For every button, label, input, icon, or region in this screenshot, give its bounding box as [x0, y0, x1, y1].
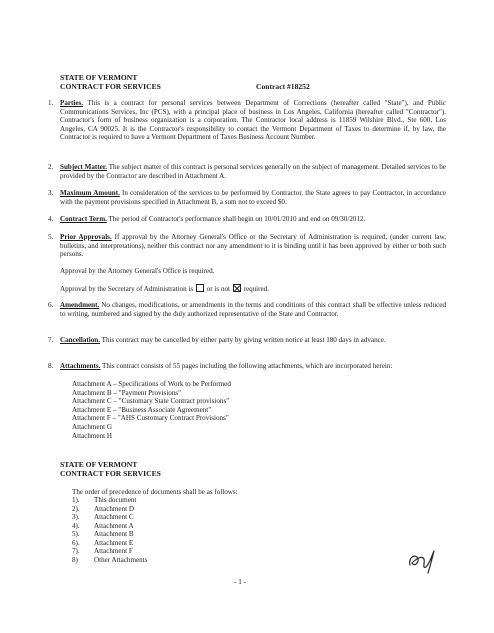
section-title: Prior Approvals.	[60, 233, 112, 241]
precedence-item	[72, 496, 136, 505]
precedence-label: Other Attachments	[94, 556, 148, 564]
header-contract-for: CONTRACT FOR SERVICES	[60, 82, 161, 91]
precedence-item	[72, 513, 134, 522]
header-state: STATE OF VERMONT	[60, 73, 138, 82]
section-title: Parties.	[60, 99, 84, 107]
section-text: The subject matter of this contract is personal services generally on the subject of management. Detailed services to be provided by the Contractor are described in Attachment A.	[60, 163, 446, 180]
section-subject-matter	[48, 163, 446, 180]
approval-secretary	[60, 284, 446, 294]
section-parties	[48, 99, 446, 142]
attachment-item: Attachment A – Specifications of Work to be Performed	[72, 380, 231, 388]
precedence-number: 5).	[72, 530, 80, 538]
attachment-item: Attachment B – "Payment Provisions"	[72, 389, 182, 397]
precedence-number: 4).	[72, 522, 80, 530]
section-number: 6.	[48, 301, 54, 309]
is-not-required-checkbox[interactable]	[233, 284, 241, 292]
precedence-item	[72, 556, 147, 565]
precedence-label: Attachment F	[94, 547, 133, 555]
page-number: - 1 -	[234, 578, 246, 586]
approval-attorney-general: Approval by the Attorney General's Office is required.	[60, 267, 215, 275]
precedence-label: Attachment E	[94, 539, 134, 547]
precedence-number: 8)	[72, 556, 78, 564]
handwritten-initials	[404, 545, 442, 577]
attachment-item: Attachment G	[72, 423, 112, 431]
section-text: This contract consists of 55 pages including the following attachments, which are incorporated herein:	[100, 362, 393, 370]
attachment-item: Attachment F – "AHS Customary Contract Provisions"	[72, 414, 229, 422]
is-required-checkbox[interactable]	[196, 284, 204, 292]
precedence-label: Attachment B	[94, 530, 134, 538]
header2-contract-for: CONTRACT FOR SERVICES	[60, 469, 161, 478]
precedence-intro: The order of precedence of documents shall be as follows:	[72, 488, 238, 496]
section-number: 2.	[48, 163, 54, 171]
attachment-item: Attachment H	[72, 432, 112, 440]
precedence-label: Attachment A	[94, 522, 134, 530]
section-number: 1.	[48, 99, 54, 107]
attachment-item: Attachment C – "Customary State Contract provisions"	[72, 397, 230, 405]
section-attachments	[48, 362, 446, 371]
precedence-number: 6).	[72, 539, 80, 547]
approval-secretary-text: Approval by the Secretary of Administration is	[60, 285, 194, 293]
approval-secretary-text-post: required.	[243, 285, 269, 293]
section-text: If approval by the Attorney General's Office or the Secretary of Administration is required, (under current law, bulletins, and interpretations), neither this contract nor any amendment to it is binding until it has been approved by either or both such persons.	[60, 233, 446, 259]
precedence-label: This document	[94, 496, 137, 504]
section-title: Cancellation.	[60, 336, 100, 344]
section-number: 5.	[48, 233, 54, 241]
section-title: Contract Term.	[60, 215, 107, 223]
section-title: Subject Matter.	[60, 163, 108, 171]
section-maximum-amount	[48, 189, 447, 206]
precedence-number: 1).	[72, 496, 80, 504]
section-title: Attachments.	[60, 362, 101, 370]
precedence-number: 3).	[72, 513, 80, 521]
approval-secretary-text-mid: or is not	[206, 285, 231, 293]
precedence-label: Attachment D	[94, 505, 134, 513]
precedence-number: 2).	[72, 505, 80, 513]
section-text: In consideration of the services to be performed by Contractor, the State agrees to pay Contractor, in accordance with the payment provisions specified in Attachment B, a sum not to exceed $0.	[60, 189, 447, 206]
section-number: 4.	[48, 215, 54, 223]
section-text: This is a contract for personal services between Department of Corrections (hereafter called "State"), and Public Communications Services, Inc (PCS), with a principal place of business in Los Angeles, California (hereafter called "Contractor"). Contractor's form of business organization is a corporation. The Contractor local address is 11859 Wilshire Blvd., Ste 600, Los Angeles, CA 90025. It is the Contractor's responsibility to contact the Vermont Department of Taxes to determine if, by law, the Contractor is required to have a Vermont Department of Taxes Business Account Number.	[60, 99, 446, 142]
header2-state: STATE OF VERMONT	[60, 460, 138, 469]
attachment-item: Attachment E – "Business Associate Agreement"	[72, 406, 212, 414]
contract-number: Contract #18252	[256, 82, 310, 91]
precedence-number: 7).	[72, 547, 80, 555]
precedence-label: Attachment C	[94, 513, 134, 521]
precedence-item	[72, 530, 134, 539]
section-title: Amendment.	[60, 301, 100, 309]
section-text: This contract may be cancelled by either party by giving written notice at least 180 days in advance.	[100, 336, 386, 344]
section-prior-approvals	[48, 233, 446, 259]
section-text: The period of Contractor's performance shall begin on 10/01/2010 and end on 09/30/2012.	[106, 215, 366, 223]
section-amendment	[48, 301, 446, 318]
section-contract-term	[48, 215, 446, 224]
section-number: 8.	[48, 362, 54, 370]
section-number: 3.	[48, 189, 54, 197]
section-text: No changes, modifications, or amendments in the terms and conditions of this contract shall be effective unless reduced to writing, numbered and signed by the duly authorized representative of the State and Contractor.	[60, 301, 446, 318]
section-title: Maximum Amount.	[60, 189, 120, 197]
section-number: 7.	[48, 336, 54, 344]
section-cancellation	[48, 336, 446, 345]
precedence-item	[72, 547, 133, 556]
